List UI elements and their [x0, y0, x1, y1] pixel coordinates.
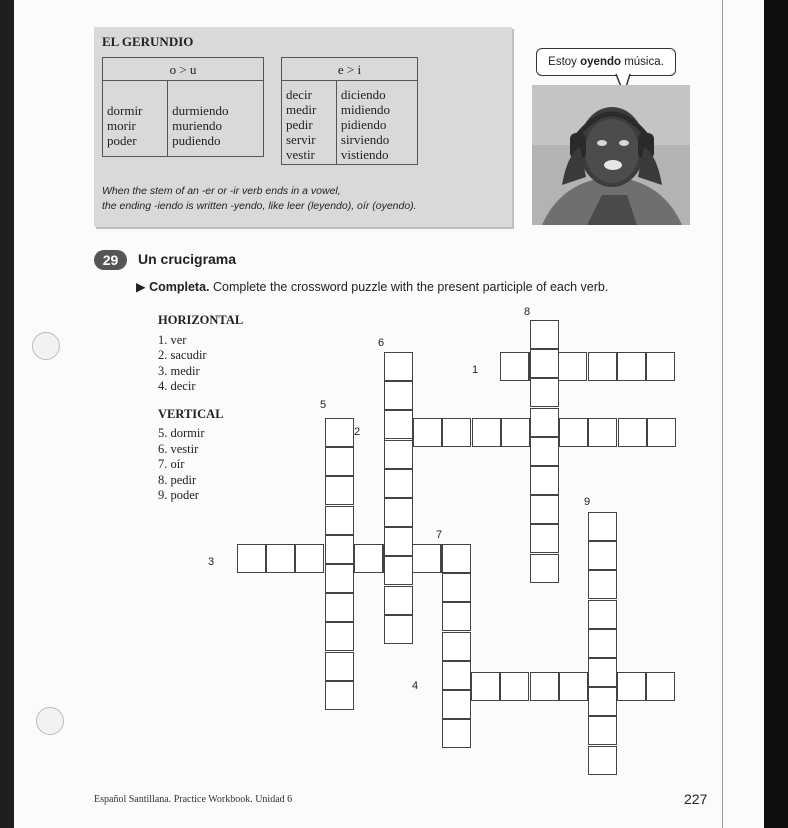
clue-horizontal-3: 3. medir: [158, 363, 200, 378]
clue-number-6: 6: [378, 337, 385, 349]
crossword-cell-7-down[interactable]: [442, 573, 471, 602]
table-e-i-header: e > i: [282, 58, 418, 81]
crossword-cell-4-across[interactable]: [646, 672, 675, 701]
ger-cell: diciendo: [340, 87, 386, 102]
clue-number-1: 1: [472, 364, 479, 376]
crossword-cell-6-down[interactable]: [384, 498, 413, 527]
clue-number-7: 7: [436, 529, 443, 541]
crossword-cell-1-across[interactable]: [588, 352, 617, 381]
ger-cell: vistiendo: [340, 147, 389, 162]
ger-cell: midiendo: [340, 102, 390, 117]
crossword-cell-2-across[interactable]: [588, 418, 617, 447]
ger-cell: durmiendo: [172, 103, 229, 118]
table-e-i: [281, 57, 418, 165]
inf-cell: pedir: [286, 117, 313, 132]
inf-cell: servir: [286, 132, 316, 147]
boy-with-headphones-photo: [532, 85, 690, 225]
crossword-cell-6-down[interactable]: [384, 527, 413, 556]
crossword-cell-5-down[interactable]: [325, 418, 354, 447]
crossword-cell-4-across[interactable]: [500, 672, 529, 701]
inf-cell: decir: [286, 87, 312, 102]
crossword-cell-8-down[interactable]: [530, 554, 559, 583]
clue-vertical-8: 8. pedir: [158, 472, 197, 487]
crossword-cell-1-across[interactable]: [617, 352, 646, 381]
crossword-cell-9-down[interactable]: [588, 629, 617, 658]
clue-horizontal-2: 2. sacudir: [158, 348, 207, 362]
clue-number-4: 4: [412, 680, 419, 692]
clue-number-5: 5: [320, 399, 327, 411]
photo-illustration: [532, 85, 690, 225]
crossword-cell-9-down[interactable]: [588, 512, 617, 541]
bubble-bold-text: oyendo: [580, 56, 622, 68]
crossword-cell-5-down[interactable]: [325, 564, 354, 593]
instructions: ▶ Completa. Complete the crossword puzzle with the present participle of each verb.: [136, 280, 609, 294]
crossword-cell-6-down[interactable]: [384, 352, 413, 381]
crossword-cell-6-down[interactable]: [384, 381, 413, 410]
crossword-cell-9-down[interactable]: [588, 658, 617, 687]
ger-cell: pidiendo: [340, 117, 387, 132]
crossword-cell-3-across[interactable]: [266, 544, 295, 573]
grammar-title: EL GERUNDIO: [102, 34, 194, 49]
scan-border: [764, 0, 788, 828]
note-line: the ending -iendo is written -yendo, like leer (leyendo), oír (oyendo).: [102, 200, 417, 212]
clue-horizontal-4: 4. decir: [158, 379, 196, 393]
table-o-u: [102, 57, 264, 157]
crossword-cell-4-across[interactable]: [471, 672, 500, 701]
crossword-cell-8-down[interactable]: [530, 495, 559, 524]
crossword-cell-9-down[interactable]: [588, 746, 617, 775]
clue-horizontal-1: 1. ver: [158, 332, 187, 347]
grammar-note: [102, 184, 502, 214]
crossword-cell-8-down[interactable]: [530, 408, 559, 437]
inf-cell: poder: [107, 133, 137, 148]
crossword-cell-3-across[interactable]: [354, 544, 383, 573]
crossword-cell-3-across[interactable]: [412, 544, 441, 573]
ger-cell: sirviendo: [340, 132, 390, 147]
crossword-cell-3-across[interactable]: [295, 544, 324, 573]
crossword-cell-1-across[interactable]: [558, 352, 587, 381]
crossword-cell-5-down[interactable]: [325, 622, 354, 651]
inf-cell: dormir: [107, 103, 143, 118]
crossword-cell-5-down[interactable]: [325, 593, 354, 622]
crossword-cell-9-down[interactable]: [588, 716, 617, 745]
clue-number-3: 3: [208, 556, 215, 568]
crossword-cell-6-down[interactable]: [384, 586, 413, 615]
crossword-cell-9-down[interactable]: [588, 687, 617, 716]
clue-number-2: 2: [354, 426, 361, 438]
crossword-cell-5-down[interactable]: [325, 681, 354, 710]
crossword-cell-2-across[interactable]: [501, 418, 530, 447]
crossword-cell-8-down[interactable]: [530, 524, 559, 553]
crossword-cell-7-down[interactable]: [442, 602, 471, 631]
page-number: 227: [684, 791, 708, 807]
exercise-title: Un crucigrama: [138, 251, 237, 267]
crossword-cell-6-down[interactable]: [384, 410, 413, 439]
bubble-text-end: música.: [621, 56, 664, 68]
crossword-cell-5-down[interactable]: [325, 652, 354, 681]
crossword-cell-4-across[interactable]: [559, 672, 588, 701]
crossword-cell-8-down[interactable]: [530, 378, 559, 407]
crossword-cell-1-across[interactable]: [500, 352, 529, 381]
bubble-text: Estoy: [548, 56, 581, 68]
punch-hole: [32, 332, 60, 360]
inf-cell: vestir: [286, 147, 315, 162]
crossword-cell-7-down[interactable]: [442, 719, 471, 748]
crossword-cell-9-down[interactable]: [588, 541, 617, 570]
crossword-cell-9-down[interactable]: [588, 600, 617, 629]
crossword-cell-6-down[interactable]: [384, 440, 413, 469]
crossword-cell-9-down[interactable]: [588, 570, 617, 599]
crossword-cell-7-down[interactable]: [442, 632, 471, 661]
crossword-cell-7-down[interactable]: [442, 544, 471, 573]
crossword-cell-4-across[interactable]: [530, 672, 559, 701]
footer-source: Español Santillana. Practice Workbook. Unidad 6: [94, 794, 293, 805]
crossword-cell-7-down[interactable]: [442, 661, 471, 690]
crossword-cell-2-across[interactable]: [618, 418, 647, 447]
workbook-page: [14, 0, 774, 828]
clue-number-9: 9: [584, 496, 591, 508]
crossword-cell-5-down[interactable]: [325, 476, 354, 505]
crossword-cell-2-across[interactable]: [647, 418, 676, 447]
inf-cell: morir: [107, 118, 136, 133]
crossword-cell-2-across[interactable]: [472, 418, 501, 447]
ger-cell: muriendo: [172, 118, 222, 133]
clue-number-8: 8: [524, 306, 531, 318]
clue-vertical-6: 6. vestir: [158, 441, 199, 456]
crossword-cell-8-down[interactable]: [530, 320, 559, 349]
ger-cell: pudiendo: [172, 133, 221, 148]
crossword-cell-5-down[interactable]: [325, 506, 354, 535]
crossword-cell-5-down[interactable]: [325, 447, 354, 476]
clue-vertical-5: 5. dormir: [158, 426, 205, 440]
horizontal-title: HORIZONTAL: [158, 313, 244, 327]
speech-bubble: [536, 48, 676, 76]
instructions-text: Complete the crossword puzzle with the present participle of each verb.: [209, 280, 609, 294]
clue-vertical-9: 9. poder: [158, 488, 199, 502]
crossword-cell-4-across[interactable]: [617, 672, 646, 701]
crossword-cell-1-across[interactable]: [646, 352, 675, 381]
inf-cell: medir: [286, 102, 317, 117]
crossword-cell-2-across[interactable]: [413, 418, 442, 447]
crossword-cell-7-down[interactable]: [442, 690, 471, 719]
grammar-box: [94, 27, 512, 227]
crossword-cell-8-down[interactable]: [530, 349, 559, 378]
note-line: When the stem of an -er or -ir verb ends in a vowel,: [102, 185, 341, 197]
punch-hole: [36, 707, 64, 735]
crossword-cell-6-down[interactable]: [384, 469, 413, 498]
crossword-cell-6-down[interactable]: [384, 556, 413, 585]
crossword-cell-2-across[interactable]: [559, 418, 588, 447]
clue-vertical-7: 7. oír: [158, 457, 185, 471]
clue-list: [158, 313, 243, 504]
vertical-title: VERTICAL: [158, 406, 224, 421]
crossword-cell-8-down[interactable]: [530, 437, 559, 466]
table-o-u-header: o > u: [103, 58, 264, 81]
exercise-number-badge: 29: [94, 250, 127, 270]
instructions-bold: Completa.: [149, 280, 210, 294]
crossword-cell-5-down[interactable]: [325, 535, 354, 564]
crossword-cell-8-down[interactable]: [530, 466, 559, 495]
crossword-cell-6-down[interactable]: [384, 615, 413, 644]
crossword-cell-2-across[interactable]: [442, 418, 471, 447]
crossword-cell-3-across[interactable]: [237, 544, 266, 573]
page-edge-line: [722, 0, 723, 828]
